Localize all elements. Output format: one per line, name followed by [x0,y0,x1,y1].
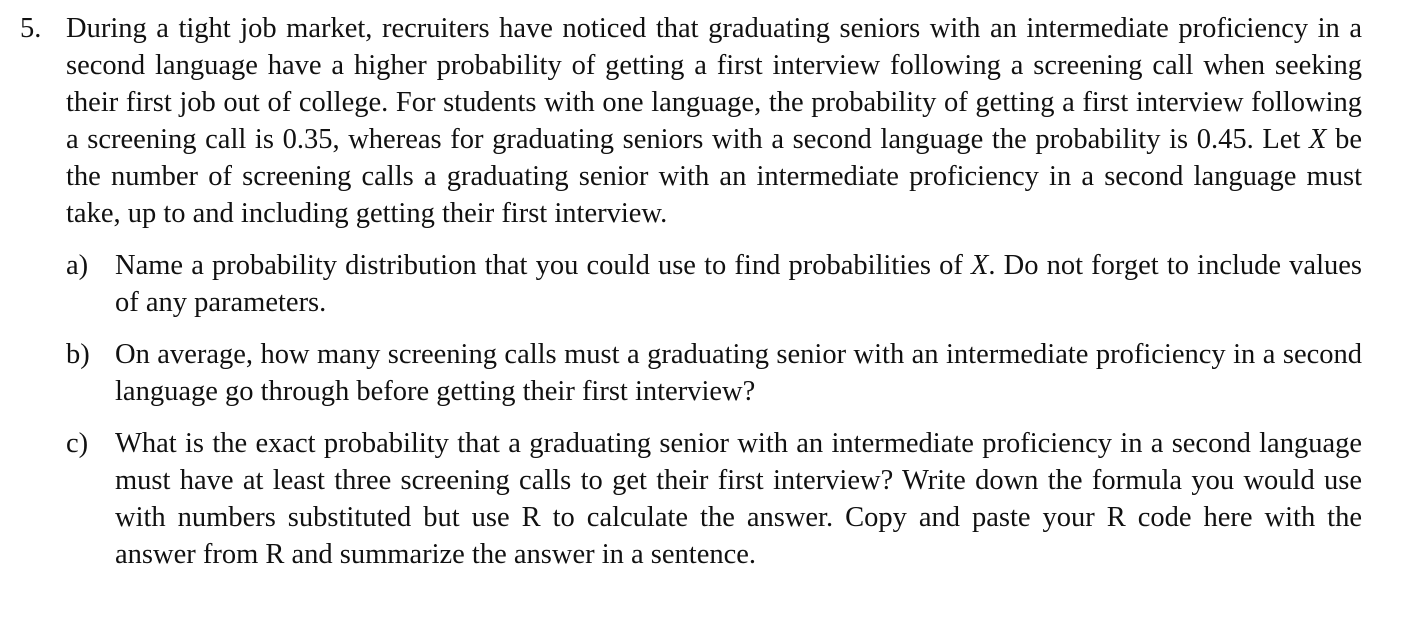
question-body [66,10,1362,588]
stem-variable: X [1309,124,1327,155]
part-text [115,336,1362,410]
stem-segment: During a tight job market, recruiters have noticed that graduating seniors with an intermediate proficiency in a second language have a higher probability of getting a first interview following a screening call when seeking their first job out of college. For students with one language, the probability of getting a first interview following a screening call is 0.35, whereas for graduating seniors with a second language the probability is 0.45. Let [66,13,1362,155]
question-5 [20,10,1362,588]
part-segment: On average, how many screening calls must a graduating senior with an intermediate proficiency in a second language go through before getting their first interview? [115,339,1362,407]
question-number: 5. [20,13,42,44]
part-segment: What is the exact probability that a graduating senior with an intermediate proficiency in a second language must have at least three screening calls to get their first interview? Write down the formula you would use with numbers substituted but use R to calculate the answer. Copy and paste your R code here with the answer from R and summarize the answer in a sentence. [115,428,1362,570]
part-label: c) [66,428,89,459]
part-variable: X [970,250,989,281]
part-segment: . Do not forget to include values of any parameters. [115,250,1362,318]
part-label: b) [66,339,90,370]
question-stem [66,10,1362,232]
part-text [115,247,1362,321]
part-c [66,425,1362,573]
part-segment: Name a probability distribution that you could use to find probabilities of [115,250,971,281]
stem-segment: be the number of screening calls a graduating senior with an intermediate proficiency in a second language must take, up to and including getting their first interview. [66,124,1362,229]
part-a [66,247,1362,321]
question-parts [66,247,1362,573]
question-row [20,10,1362,588]
part-label: a) [66,250,89,281]
part-text [115,425,1362,573]
part-b [66,336,1362,410]
